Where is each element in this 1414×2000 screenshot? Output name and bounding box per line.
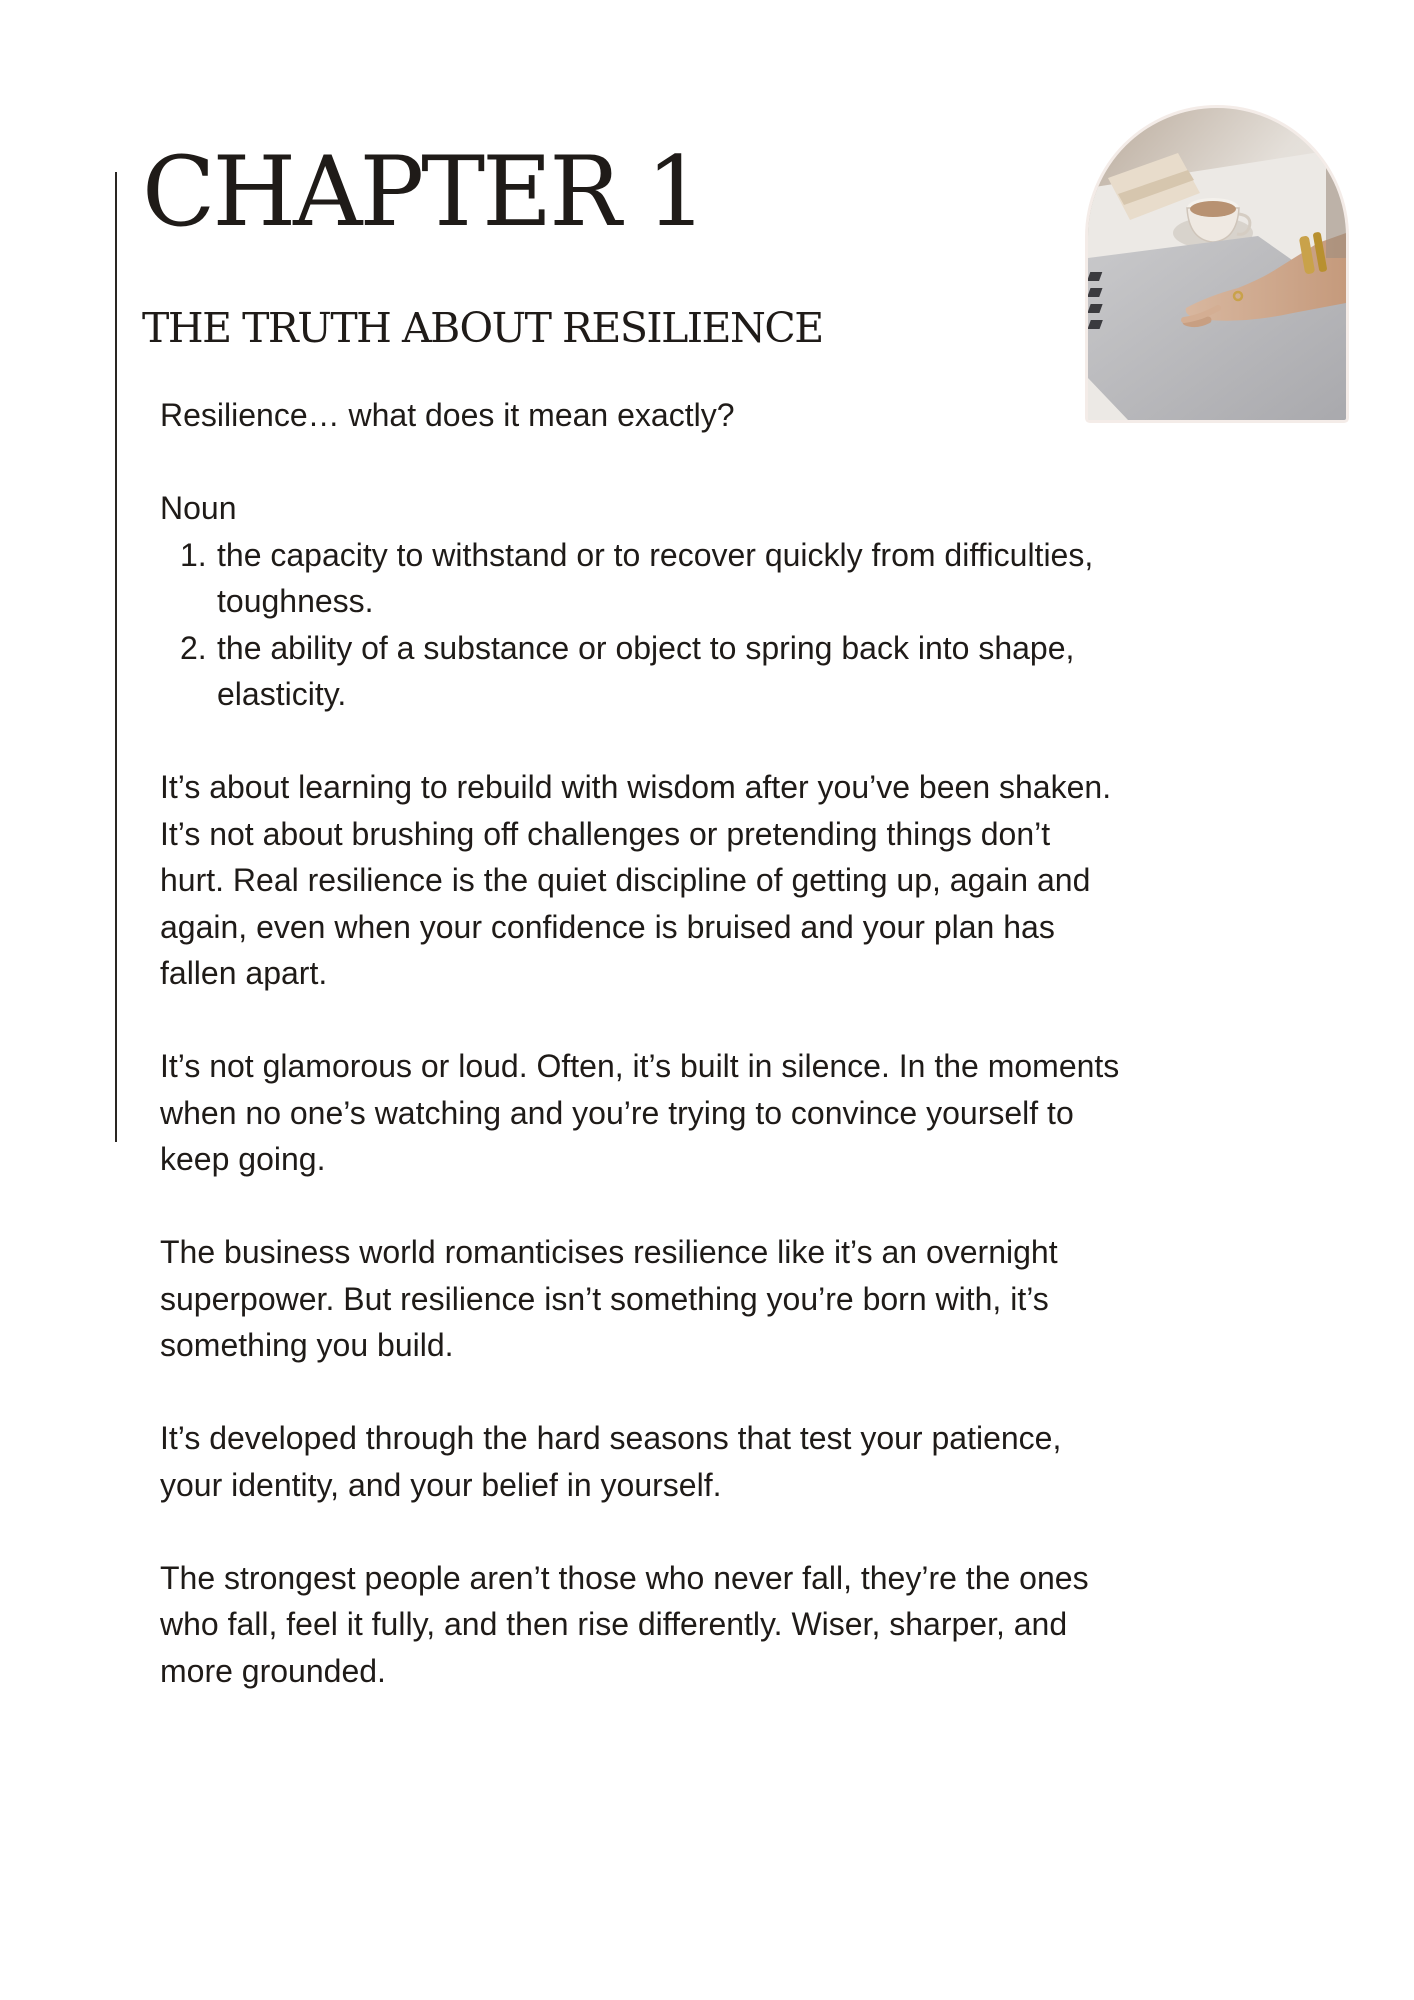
body-paragraph: The business world romanticises resilience like it’s an overnight superpower. But resilience isn’t something you’re born with, it’s something you build. — [160, 1234, 1058, 1363]
body-paragraph: It’s developed through the hard seasons that test your patience, your identity, and your belief in yourself. — [160, 1420, 1062, 1503]
vertical-accent-rule — [115, 172, 117, 1142]
chapter-title: CHAPTER 1 — [142, 136, 705, 248]
chapter-body — [160, 392, 1120, 1741]
chapter-subtitle: THE TRUTH ABOUT RESILIENCE — [142, 304, 823, 352]
definition-item — [160, 532, 1120, 625]
definition-text: the ability of a substance or object to spring back into shape, elasticity. — [217, 629, 1075, 712]
body-paragraph: The strongest people aren’t those who never fall, they’re the ones who fall, feel it fully, and then rise differently. Wiser, sharper, and more grounded. — [160, 1559, 1089, 1689]
definition-text: the capacity to withstand or to recover quickly from difficulties, toughness. — [217, 536, 1094, 619]
definition-number: 2. — [180, 629, 207, 666]
photo-illustration — [1088, 108, 1346, 420]
definition-number: 1. — [180, 536, 207, 573]
definition-item — [160, 625, 1120, 718]
intro-question: Resilience… what does it mean exactly? — [160, 397, 735, 433]
body-paragraph: It’s about learning to rebuild with wisdom after you’ve been shaken. It’s not about brushing off challenges or pretending things don’t hurt. Real resilience is the quiet discipline of getting up, again and again, even when your confidence is bruised and your plan has fallen apart. — [160, 769, 1112, 991]
definition-list — [160, 532, 1120, 718]
body-paragraph: It’s not glamorous or loud. Often, it’s built in silence. In the moments when no one’s watching and you’re trying to convince yourself to keep going. — [160, 1048, 1120, 1177]
part-of-speech: Noun — [160, 490, 237, 526]
laptop-coffee-photo — [1088, 108, 1346, 420]
